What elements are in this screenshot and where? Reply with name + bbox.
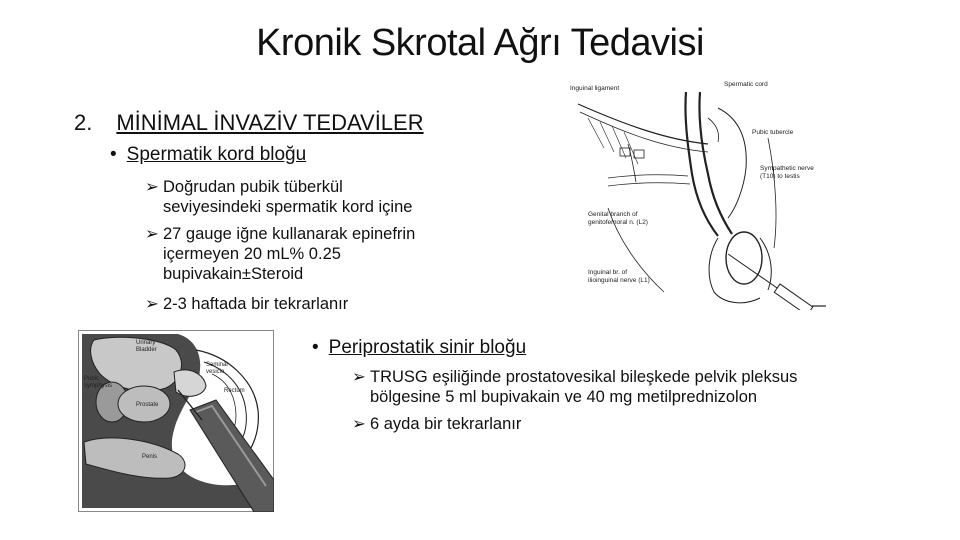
- figure-label: Inguinal br. of: [588, 269, 628, 276]
- list-item-line: bupivakain±Steroid: [163, 265, 304, 283]
- arrow-bullet-icon: ➢: [145, 178, 159, 196]
- list-item: [145, 224, 475, 284]
- figure-label: Sympathetic nerve: [760, 165, 814, 172]
- figure-label: Rectum: [224, 388, 245, 394]
- figure-label: Inguinal ligament: [570, 85, 620, 92]
- section-heading: [74, 110, 424, 136]
- figure-label: Penis: [142, 454, 158, 460]
- figure-label: Spermatic cord: [724, 81, 768, 88]
- arrow-bullet-icon: ➢: [352, 415, 366, 433]
- list-item: [145, 294, 475, 314]
- bullet-text: Spermatik kord bloğu: [126, 144, 307, 165]
- bullet-spermatic-cord: [110, 144, 306, 166]
- figure-label: ilioinguinal nerve (L1): [588, 277, 650, 284]
- list-item: [352, 367, 832, 407]
- bullet-dot: •: [110, 144, 117, 165]
- bullet-text: Periprostatik sinir bloğu: [328, 337, 527, 358]
- figure-label: Bladder: [136, 347, 157, 353]
- spermatic-cord-shape: [685, 92, 718, 236]
- page-title: Kronik Skrotal Ağrı Tedavisi: [256, 22, 704, 64]
- list-item-line: 6 ayda bir tekrarlanır: [370, 415, 522, 433]
- section-number: 2.: [74, 110, 93, 135]
- spermatic-cord-anatomy-figure: [568, 78, 838, 310]
- figure-label: vesicle: [206, 369, 225, 375]
- figure-label: Seminal: [206, 362, 228, 368]
- periprostatic-anatomy-figure: [78, 330, 274, 512]
- figure-label: (T10) to testis: [760, 173, 800, 180]
- bullet-periprostatic: [312, 337, 526, 359]
- list-item: [352, 414, 832, 434]
- arrow-bullet-icon: ➢: [145, 225, 159, 243]
- list-item-line: bölgesine 5 ml bupivakain ve 40 mg metilprednizolon: [370, 388, 758, 406]
- figure-label: Urinary: [136, 340, 156, 346]
- arrow-bullet-icon: ➢: [352, 368, 366, 386]
- list-item: [145, 177, 475, 217]
- bullet-dot: •: [312, 337, 319, 358]
- figure-label: Pubic tubercle: [752, 129, 794, 136]
- list-item-line: TRUSG eşiliğinde prostatovesikal bileşkede pelvik pleksus: [370, 368, 798, 386]
- syringe-shape: [728, 254, 826, 310]
- section-heading-text: MİNİMAL İNVAZİV TEDAVİLER: [116, 110, 424, 135]
- list-item-line: 27 gauge iğne kullanarak epinefrin: [163, 225, 416, 243]
- figure-label: symphysis: [84, 383, 113, 389]
- testis-shape: [726, 232, 762, 284]
- arrow-bullet-icon: ➢: [145, 295, 159, 313]
- figure-label: Genital branch of: [588, 211, 638, 218]
- list-item-line: 2-3 haftada bir tekrarlanır: [163, 295, 349, 313]
- list-item-line: Doğrudan pubik tüberkül: [163, 178, 343, 196]
- list-item-line: seviyesindeki spermatik kord içine: [163, 198, 413, 216]
- figure-label: genitofemoral n. (L2): [588, 219, 648, 226]
- figure-label: Pubic: [84, 376, 100, 382]
- figure-label: Prostate: [136, 402, 159, 408]
- list-item-line: içermeyen 20 mL% 0.25: [163, 245, 341, 263]
